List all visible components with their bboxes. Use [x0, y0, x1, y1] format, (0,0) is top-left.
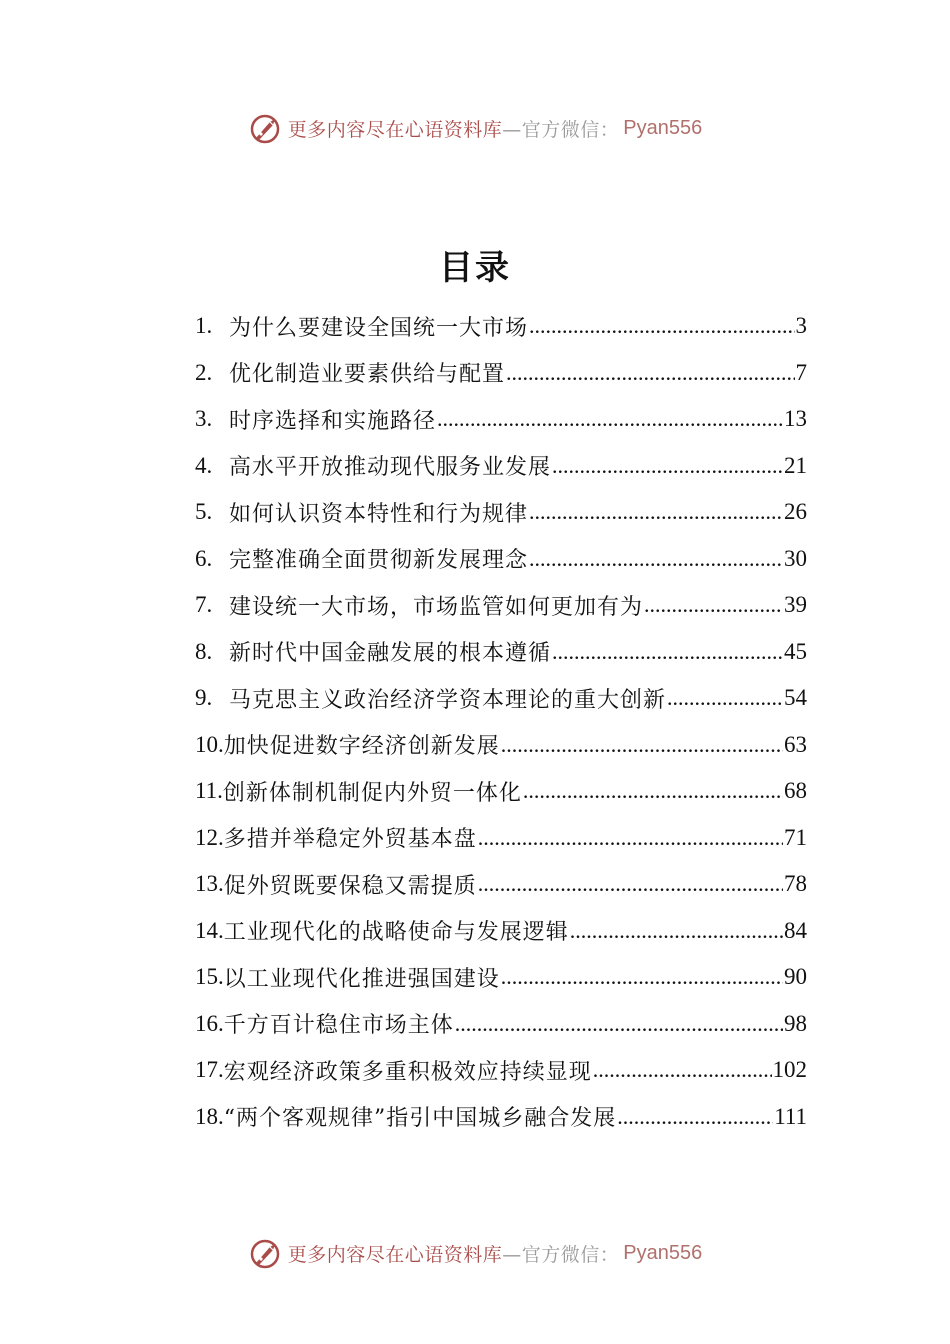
toc-leader-dots	[529, 546, 783, 572]
toc-item-page: 54	[784, 685, 807, 711]
toc-item-page: 111	[774, 1103, 807, 1129]
toc-item-page: 21	[784, 452, 807, 478]
toc-item-page: 102	[772, 1057, 807, 1083]
toc-item[interactable]	[195, 396, 807, 443]
toc-leader-dots	[667, 685, 783, 711]
pen-logo-icon	[248, 110, 284, 146]
toc-leader-dots	[478, 871, 783, 897]
toc-item-number: 14.	[195, 917, 224, 943]
toc-leader-dots	[644, 592, 783, 618]
toc-item-title: 多措并举稳定外贸基本盘	[223, 827, 477, 853]
pen-logo-icon	[248, 1235, 284, 1271]
toc-item-page: 78	[784, 871, 807, 897]
toc-leader-dots	[478, 825, 783, 851]
toc-item[interactable]	[195, 954, 807, 1001]
header-banner-separator: —官方微信：	[502, 118, 620, 141]
toc-item-number: 16.	[195, 1010, 224, 1036]
toc-item-number: 2.	[195, 359, 213, 385]
toc-item-title: “两个客观规律”指引中国城乡融合发展	[223, 1106, 617, 1132]
footer-banner	[0, 1233, 950, 1273]
footer-banner-text: 更多内容尽在心语资料库	[287, 1243, 503, 1266]
toc-item[interactable]	[195, 768, 807, 815]
toc-item[interactable]	[195, 536, 807, 583]
toc-item-page: 39	[784, 592, 807, 618]
toc-item[interactable]	[195, 908, 807, 955]
toc-item-title: 工业现代化的战略使命与发展逻辑	[223, 920, 569, 946]
toc-item-title: 优化制造业要素供给与配置	[229, 362, 506, 388]
toc-item-number: 6.	[195, 545, 213, 571]
toc-item-page: 3	[795, 313, 807, 339]
toc-item-page: 90	[784, 964, 807, 990]
toc-item-page: 68	[784, 778, 807, 804]
toc-item-number: 15.	[195, 964, 224, 990]
toc-item-page: 45	[784, 638, 807, 664]
toc-item-page: 71	[784, 824, 807, 850]
toc-leader-dots	[523, 778, 783, 804]
toc-leader-dots	[617, 1104, 773, 1130]
toc-item-number: 11.	[195, 778, 223, 804]
toc-item-title: 新时代中国金融发展的根本遵循	[229, 641, 552, 667]
toc-item-page: 7	[795, 359, 807, 385]
toc-item-number: 3.	[195, 406, 213, 432]
toc-leader-dots	[501, 964, 783, 990]
header-banner-account: Pyan556	[623, 116, 703, 139]
toc-item[interactable]	[195, 861, 807, 908]
toc-item-number: 10.	[195, 731, 224, 757]
toc-leader-dots	[437, 406, 783, 432]
footer-banner-separator: —官方微信：	[502, 1243, 620, 1266]
toc-item[interactable]	[195, 1001, 807, 1048]
header-banner-text: 更多内容尽在心语资料库	[287, 118, 503, 141]
header-banner	[0, 108, 950, 148]
toc-item[interactable]	[195, 1047, 807, 1094]
toc-item-title: 高水平开放推动现代服务业发展	[229, 455, 552, 481]
toc-item[interactable]	[195, 489, 807, 536]
toc-item-title: 促外贸既要保稳又需提质	[223, 873, 477, 899]
toc-item-number: 8.	[195, 638, 213, 664]
toc-item-title: 如何认识资本特性和行为规律	[229, 501, 529, 527]
toc-item[interactable]	[195, 443, 807, 490]
toc-item-page: 63	[784, 731, 807, 757]
toc-item-title: 以工业现代化推进强国建设	[223, 966, 500, 992]
toc-item-number: 7.	[195, 592, 213, 618]
toc-item-number: 5.	[195, 499, 213, 525]
toc-item-number: 9.	[195, 685, 213, 711]
toc-item-number: 13.	[195, 871, 224, 897]
toc-leader-dots	[593, 1057, 772, 1083]
toc-leader-dots	[552, 639, 783, 665]
toc-item-title: 创新体制机制促内外贸一体化	[222, 780, 522, 806]
toc-item[interactable]	[195, 815, 807, 862]
toc-item[interactable]	[195, 1094, 807, 1141]
toc-item[interactable]	[195, 350, 807, 397]
toc-item[interactable]	[195, 582, 807, 629]
toc-leader-dots	[506, 360, 794, 386]
footer-banner-account: Pyan556	[623, 1241, 703, 1264]
toc-item[interactable]	[195, 722, 807, 769]
toc-item-page: 84	[784, 917, 807, 943]
toc-leader-dots	[529, 499, 783, 525]
toc-item-page: 98	[784, 1010, 807, 1036]
toc-leader-dots	[570, 918, 783, 944]
toc-leader-dots	[455, 1011, 783, 1037]
toc-item-number: 4.	[195, 452, 213, 478]
toc-item[interactable]	[195, 629, 807, 676]
toc-item-page: 13	[784, 406, 807, 432]
toc-item-title: 马克思主义政治经济学资本理论的重大创新	[229, 687, 667, 713]
toc-item-title: 建设统一大市场，市场监管如何更加有为	[229, 594, 644, 620]
toc-item-page: 30	[784, 545, 807, 571]
toc-item-number: 1.	[195, 313, 213, 339]
toc-item[interactable]	[195, 675, 807, 722]
toc-item-title: 完整准确全面贯彻新发展理念	[229, 548, 529, 574]
toc-item-number: 18.	[195, 1103, 224, 1129]
toc-item-number: 17.	[195, 1057, 224, 1083]
toc-item-title: 千方百计稳住市场主体	[223, 1013, 454, 1039]
toc-item-title: 加快促进数字经济创新发展	[223, 734, 500, 760]
toc-leader-dots	[529, 313, 794, 339]
toc-item-number: 12.	[195, 824, 224, 850]
toc-item-title: 为什么要建设全国统一大市场	[229, 315, 529, 341]
toc-item-title: 宏观经济政策多重积极效应持续显现	[223, 1059, 592, 1085]
toc-item-page: 26	[784, 499, 807, 525]
toc-item-title: 时序选择和实施路径	[229, 408, 437, 434]
toc-leader-dots	[552, 453, 783, 479]
toc-item[interactable]	[195, 303, 807, 350]
toc-list	[195, 303, 807, 1140]
toc-leader-dots	[501, 732, 783, 758]
toc-title: 目录	[439, 248, 511, 288]
